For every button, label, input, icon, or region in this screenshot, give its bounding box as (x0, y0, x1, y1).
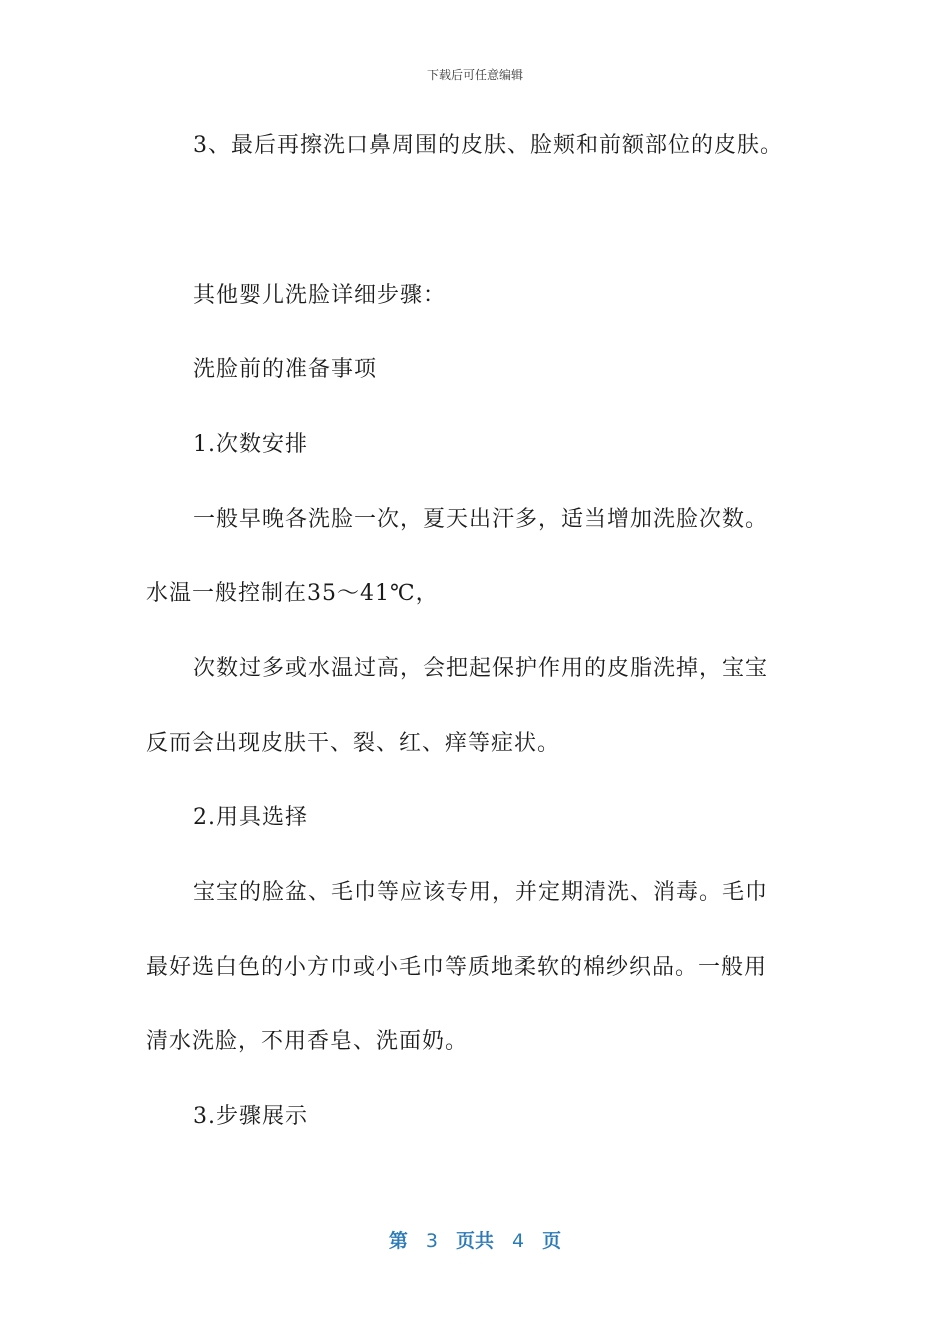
paragraph-line: 水温一般控制在35～41℃， (146, 581, 439, 606)
subsection-heading: 3.步骤展示 (193, 1104, 308, 1129)
total-pages-number: 4 (512, 1230, 525, 1252)
paragraph-line: 反而会出现皮肤干、裂、红、痒等症状。 (146, 731, 561, 756)
paragraph-line: 次数过多或水温过高，会把起保护作用的皮脂洗掉，宝宝 (193, 656, 769, 681)
subsection-heading: 1.次数安排 (193, 432, 308, 457)
paragraph-line: 3、最后再擦洗口鼻周围的皮肤、脸颊和前额部位的皮肤。 (193, 133, 783, 158)
section-heading: 其他婴儿洗脸详细步骤： (193, 283, 447, 308)
page-header: 下载后可任意编辑 (426, 68, 523, 82)
section-heading: 洗脸前的准备事项 (193, 357, 378, 382)
paragraph-line: 清水洗脸，不用香皂、洗面奶。 (146, 1029, 469, 1054)
footer-suffix: 页 (542, 1230, 562, 1252)
footer-middle: 页共 (455, 1230, 494, 1252)
subsection-heading: 2.用具选择 (193, 805, 308, 830)
paragraph-line: 一般早晚各洗脸一次，夏天出汗多，适当增加洗脸次数。 (193, 507, 769, 532)
paragraph-line: 最好选白色的小方巾或小毛巾等质地柔软的棉纱织品。一般用 (146, 955, 768, 980)
paragraph-line: 宝宝的脸盆、毛巾等应该专用，并定期清洗、消毒。毛巾 (193, 880, 769, 905)
footer-prefix: 第 (388, 1230, 408, 1252)
page-footer (0, 1226, 950, 1253)
current-page-number: 3 (425, 1230, 438, 1252)
